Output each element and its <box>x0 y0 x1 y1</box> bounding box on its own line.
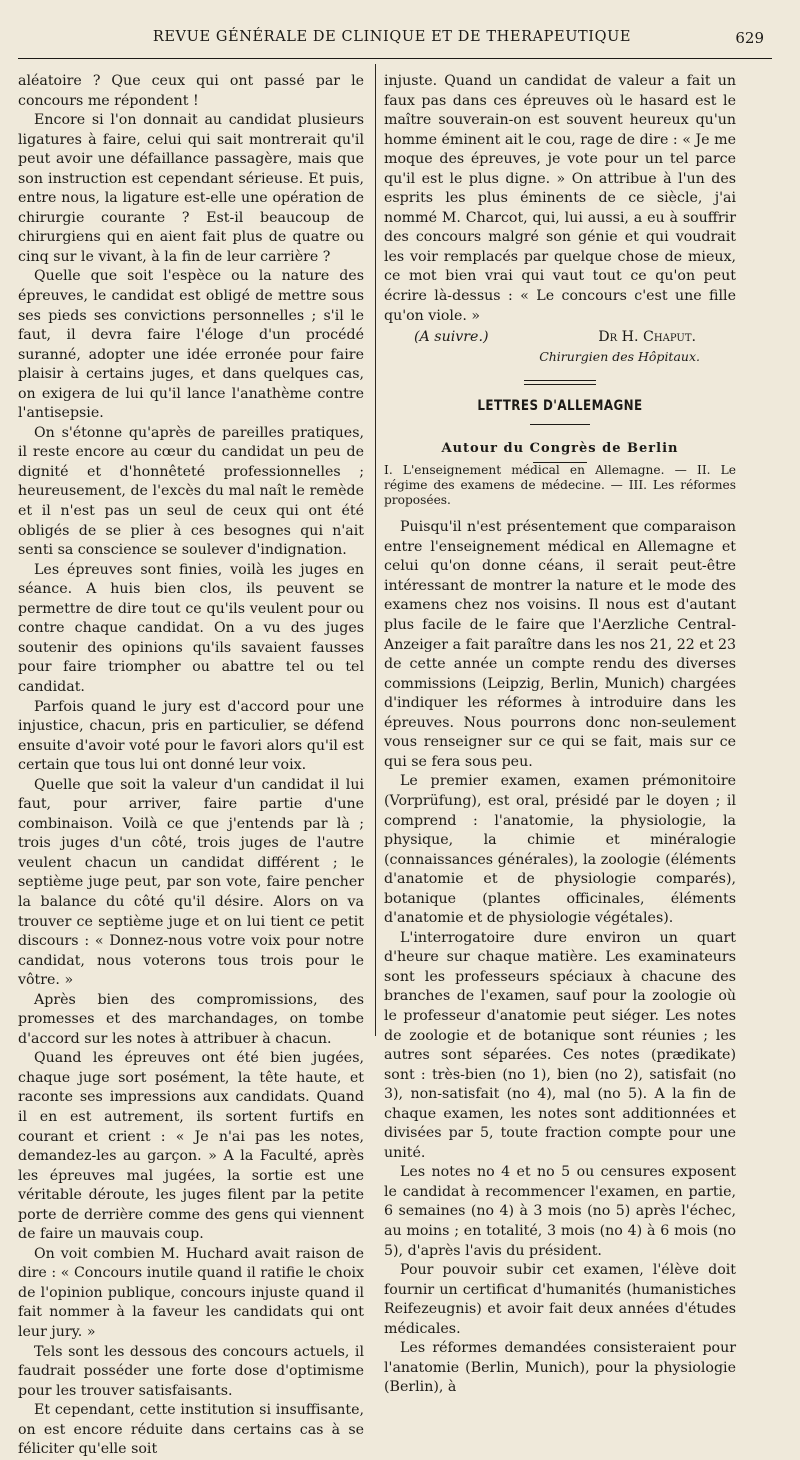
title-rule <box>530 424 590 425</box>
paragraph: Et cependant, cette institution si insuffisante, on est encore réduite dans certains cas à se féliciter qu'elle soit <box>18 1402 364 1458</box>
page-header <box>20 24 764 54</box>
paragraph: aléatoire ? Que ceux qui ont passé par le concours me répondent ! <box>18 73 364 109</box>
author-name: Dr H. Chaput. <box>598 329 696 346</box>
page-number: 629 <box>735 29 764 47</box>
right-column <box>384 72 736 1398</box>
paragraph: Parfois quand le jury est d'accord pour une injustice, chacun, pris en particulier, se défend ensuite d'avoir voté pour le favori alors qu'il est certain que tous lui ont donné leur voix. <box>18 698 364 774</box>
paragraph: Pour pouvoir subir cet examen, l'élève doit fournir un certificat d'humanités (humanistiches Reifezeugnis) et avoir fait deux années d'études médicales. <box>384 1262 736 1337</box>
paragraph: On s'étonne qu'après de pareilles pratiques, il reste encore au cœur du candidat un peu de dignité et d'honnêteté professionnelles ; heureusement, de l'excès du mal naît le remède et il n'est pas un seul de ceux qui ont été obligés de se plier à ces besognes qui n'ait senti sa conscience se soulever d'indignation. <box>18 424 364 559</box>
author-title: Chirurgien des Hôpitaux. <box>539 348 700 364</box>
paragraph: Encore si l'on donnait au candidat plusieurs ligatures à faire, celui qui sait montrerait qu'il peut avoir une défaillance passagère, mais que son instruction est cependant sérieuse. Et puis, entre nous, la ligature est-elle une opération de chirurgie courante ? Est-il beaucoup de chirurgiens qui en aient fait plus de quatre ou cinq sur le vivant, à la fin de leur carrière ? <box>18 112 364 265</box>
paragraph: Les épreuves sont finies, voilà les juges en séance. A huis bien clos, ils peuvent se permettre de dire tout ce qu'ils veulent pour ou contre chaque candidat. On a vu des juges soutenir des opinions qu'ils savaient fausses pour faire triompher ou abattre tel ou tel candidat. <box>18 561 364 695</box>
paragraph: Puisqu'il n'est présentement que comparaison entre l'enseignement médical en Allemagne et celui qu'on donne céans, il serait peut-être intéressant de montrer la nature et le mode des examens chez nos voisins. Il nous est d'autant plus facile de le faire que l'Aerzliche Central-Anzeiger a fait paraître dans les nos 21, 22 et 23 de cette année un compte rendu des diverses commissions (Leipzig, Berlin, Munich) chargées d'indiquer les réformes à introduire dans les épreuves. Nous pourrons donc non-seulement vous renseigner sur ce qui se fait, mais sur ce qui se fera sous peu. <box>384 519 736 770</box>
header-rule <box>18 58 772 59</box>
paragraph: L'interrogatoire dure environ un quart d'heure sur chaque matière. Les examinateurs sont les professeurs spéciaux à chacune des branches de l'examen, sauf pour la zoologie où le professeur d'anatomie peut siéger. Les notes de zoologie et de botanique sont réunies ; les autres sont séparées. Ces notes (prædikate) sont : très-bien (no 1), bien (no 2), satisfait (no 3), non-satisfait (no 4), mal (no 5). A la fin de chaque examen, les notes sont additionnées et divisées par 5, toute fraction compte pour une unité. <box>384 929 736 1161</box>
section-summary: I. L'enseignement médical en Allemagne. — II. Le régime des examens de médecine. — III. Les réformes proposées. <box>384 463 736 508</box>
subsection-title: Autour du Congrès de Berlin <box>441 440 679 456</box>
paragraph: injuste. Quand un candidat de valeur a fait un faux pas dans ces épreuves où le hasard est le maître souverain-on est souvent heureux qu'un homme éminent ait le cou, rage de dire : « Je me moque des épreuves, je vote pour un tel parce qu'il est le plus digne. » On attribue à l'un des esprits les plus éminents de ce siècle, j'ai nommé M. Charcot, qui, lui aussi, a eu à souffrir des concours malgré son génie et qui voudrait les voir remplacés par quelque chose de mieux, ce mot bien vrai qui vaut tout ce qu'on peut écrire là-dessus : « Le concours c'est une fille qu'on viole. » <box>384 73 736 324</box>
paragraph: Quelle que soit la valeur d'un candidat il lui faut, pour arriver, faire partie d'une combinaison. Voilà ce que j'entends par là ; trois juges d'un côté, trois juges de l'autre veulent chacun un candidat différent ; le septième juge peut, par son vote, faire pencher la balance du côté qu'il désire. Alors on va trouver ce septième juge et on lui tient ce petit discours : « Donnez-nous votre voix pour notre candidat, nous voterons tous trois pour le vôtre. » <box>18 776 364 989</box>
signature-line <box>384 328 736 348</box>
paragraph: On voit combien M. Huchard avait raison de dire : « Concours inutile quand il ratifie le choix de l'opinion publique, concours injuste quand il fait nommer à la faveur les candidats qui ont leur jury. » <box>18 1245 364 1340</box>
paragraph: Après bien des compromissions, des promesses et des marchandages, on tombe d'accord sur les notes à attribuer à chacun. <box>18 991 364 1047</box>
paragraph: Quand les épreuves ont été bien jugées, chaque juge sort posément, la tête haute, et raconte ses impressions aux candidats. Quand il en est autrement, ils sortent furtifs en courant et crient : « Je n'ai pas les notes, demandez-les au garçon. » A la Faculté, après les épreuves mal jugées, la sortie est une véritable déroute, les juges filent par la petite porte de derrière comme des gens qui viennent de faire un mauvais coup. <box>18 1050 364 1243</box>
journal-title: REVUE GÉNÉRALE DE CLINIQUE ET DE THERAPEUTIQUE <box>152 29 632 45</box>
paragraph: Les réformes demandées consisteraient pour l'anatomie (Berlin, Munich), pour la physiologie (Berlin), à <box>384 1340 736 1396</box>
paragraph: Tels sont les dessous des concours actuels, il faudrait posséder une forte dose d'optimisme pour les trouver satisfaisants. <box>18 1343 364 1399</box>
left-column <box>18 72 364 1460</box>
paragraph: Le premier examen, examen prémonitoire (Vorprüfung), est oral, présidé par le doyen ; il comprend : l'anatomie, la physiologie, la physique, la chimie et minéralogie (connaissances générales), la zoologie (éléments d'anatomie et de physiologie comparés), botanique (plantes officinales, éléments d'anatomie et de physiologie végétales). <box>384 773 736 927</box>
paragraph: Quelle que soit l'espèce ou la nature des épreuves, le candidat est obligé de mettre sous ses pieds ses convictions personnelles ; s'il le faut, il devra faire l'éloge d'un procédé suranné, adopter une idée erronée pour faire plaisir à certains juges, et dans quelques cas, on exigera de lui qu'il lance l'anathème contre l'antisepsie. <box>18 268 364 422</box>
column-divider <box>375 64 376 1036</box>
paragraph: Les notes no 4 et no 5 ou censures exposent le candidat à recommencer l'examen, en partie, 6 semaines (no 4) à 3 mois (no 5) après l'échec, au moins ; en totalité, 3 mois (no 4) à 6 mois (no 5), d'après l'avis du président. <box>384 1164 736 1259</box>
to-follow-note: (A suivre.) <box>414 329 489 346</box>
section-separator <box>524 380 596 385</box>
section-title: LETTRES D'ALLEMAGNE <box>477 398 643 415</box>
